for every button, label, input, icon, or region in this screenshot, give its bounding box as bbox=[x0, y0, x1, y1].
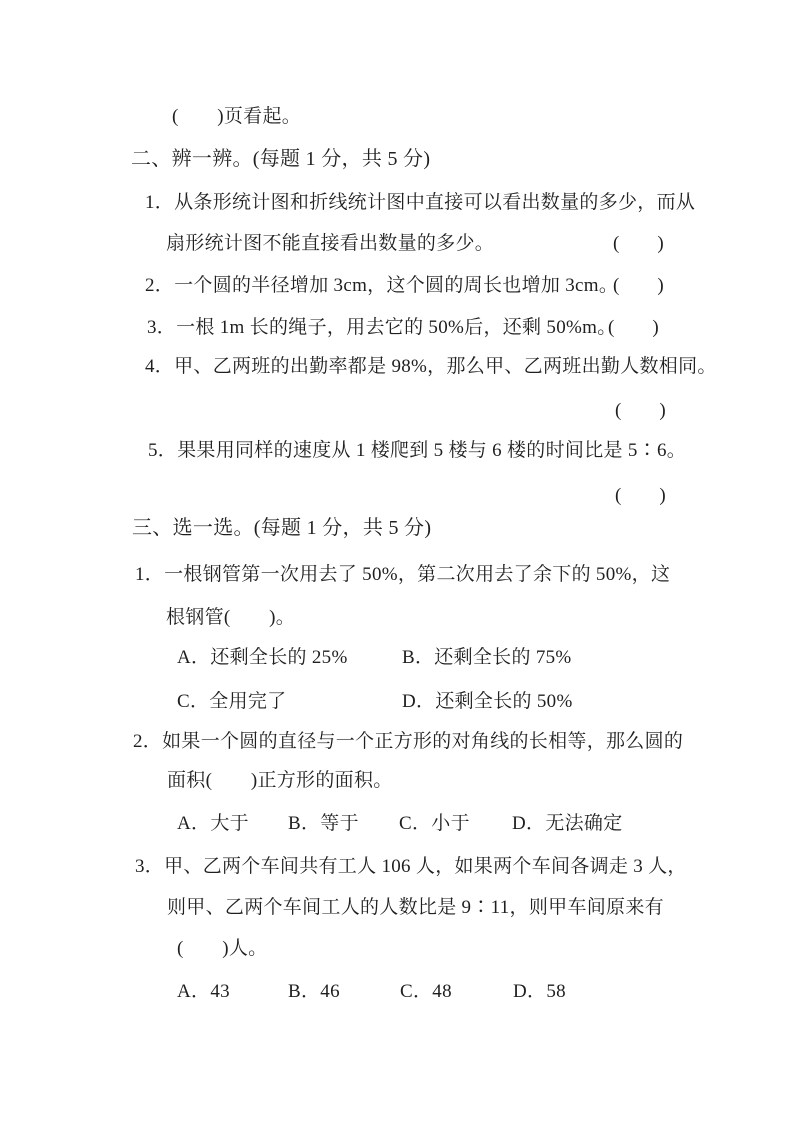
section3-q3-line1: 3．甲、乙两个车间共有工人 106 人，如果两个车间各调走 3 人， bbox=[135, 856, 687, 877]
section2-title: 二、辨一辨。(每题 1 分，共 5 分) bbox=[131, 148, 431, 170]
section3-q2-line1: 2．如果一个圆的直径与一个正方形的对角线的长相等，那么圆的 bbox=[133, 731, 684, 752]
section3-title: 三、选一选。(每题 1 分，共 5 分) bbox=[132, 517, 432, 539]
section2-q4-answer-bracket: ( ) bbox=[615, 400, 666, 421]
section3-q1-option-c: C．全用完了 bbox=[177, 691, 287, 712]
section3-q1-option-b: B．还剩全长的 75% bbox=[402, 647, 572, 668]
intro-line: ( )页看起。 bbox=[172, 106, 302, 127]
section2-q2-line: 2．一个圆的半径增加 3cm，这个圆的周长也增加 3cm。 bbox=[145, 275, 619, 296]
section3-q3-option-c: C．48 bbox=[400, 981, 452, 1002]
section3-q2-option-a: A．大于 bbox=[177, 813, 249, 834]
section3-q3-option-d: D．58 bbox=[513, 981, 566, 1002]
section2-q1-line1: 1．从条形统计图和折线统计图中直接可以看出数量的多少，而从 bbox=[145, 192, 696, 213]
section2-q2-answer-bracket: ( ) bbox=[613, 275, 664, 296]
section3-q2-option-c: C．小于 bbox=[399, 813, 470, 834]
section2-q3-answer-bracket: ( ) bbox=[608, 317, 659, 338]
section2-q1-line2: 扇形统计图不能直接看出数量的多少。 bbox=[166, 233, 495, 254]
section2-q3-line: 3．一根 1m 长的绳子，用去它的 50%后，还剩 50%m。 bbox=[147, 317, 617, 338]
section2-q5-answer-bracket: ( ) bbox=[615, 485, 666, 506]
section3-q3-option-b: B．46 bbox=[288, 981, 340, 1002]
section3-q1-option-a: A．还剩全长的 25% bbox=[177, 647, 348, 668]
section3-q1-line1: 1．一根钢管第一次用去了 50%，第二次用去了余下的 50%，这 bbox=[135, 564, 671, 585]
section3-q3-line3: ( )人。 bbox=[177, 938, 268, 959]
section2-q4-line: 4．甲、乙两班的出勤率都是 98%，那么甲、乙两班出勤人数相同。 bbox=[145, 356, 717, 377]
section3-q2-option-d: D．无法确定 bbox=[512, 813, 623, 834]
section2-q5-line: 5．果果用同样的速度从 1 楼爬到 5 楼与 6 楼的时间比是 5∶6。 bbox=[148, 440, 687, 461]
section3-q3-option-a: A．43 bbox=[177, 981, 230, 1002]
section2-q1-answer-bracket: ( ) bbox=[613, 233, 664, 254]
section3-q3-line2: 则甲、乙两个车间工人的人数比是 9∶11，则甲车间原来有 bbox=[167, 897, 664, 918]
section3-q1-option-d: D．还剩全长的 50% bbox=[402, 691, 573, 712]
section3-q2-option-b: B．等于 bbox=[288, 813, 359, 834]
section3-q2-line2: 面积( )正方形的面积。 bbox=[167, 770, 393, 791]
section3-q1-line2: 根钢管( )。 bbox=[166, 607, 296, 628]
